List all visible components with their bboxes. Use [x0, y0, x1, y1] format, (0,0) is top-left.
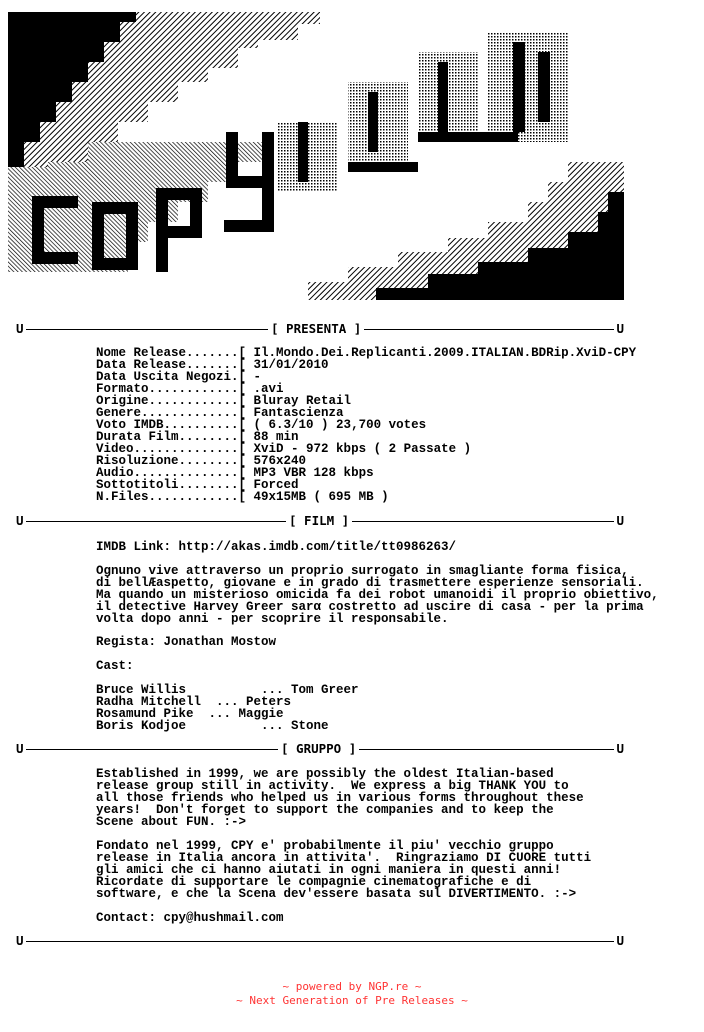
release-info-value: ( 6.3/10 ) 23,700 votes [253, 418, 427, 432]
cast-list: Bruce Willis ... Tom Greer Radha Mitchell ... Peters Rosamund Pike ... Maggie Boris Kodjoe ... Stone [96, 683, 359, 733]
cpy-ascii-logo [8, 12, 624, 300]
release-info-label: Audio..............[ [96, 466, 247, 480]
director: Regista: Jonathan Mostow [96, 635, 277, 649]
release-info-value: XviD - 972 kbps ( 2 Passate ) [253, 442, 472, 456]
release-info-label: Formato............[ [96, 382, 247, 396]
group-info-english: Established in 1999, we are possibly the oldest Italian-based release group still in activity. We express a big THANK YOU to all those friends who helped us in various forms throughout these years! Don't forget to support the companies and to keep the Scene about FUN. :-> [96, 767, 584, 829]
imdb-link[interactable]: IMDB Link: http://akas.imdb.com/title/tt0986263/ [96, 540, 457, 554]
rule-cap-left: U [16, 933, 24, 948]
release-info-value: - [253, 370, 262, 384]
release-info-value: Fantascienza [253, 406, 344, 420]
release-info-value: Forced [253, 478, 299, 492]
release-info-value: Bluray Retail [253, 394, 352, 408]
release-info-value: Il.Mondo.Dei.Replicanti.2009.ITALIAN.BDRip.XviD-CPY [253, 346, 637, 360]
section-title-gruppo: [ GRUPPO ] [278, 743, 359, 755]
release-info-value: 49x15MB ( 695 MB ) [253, 490, 389, 504]
release-info-value: .avi [253, 382, 284, 396]
footer-tagline: ~ Next Generation of Pre Releases ~ [236, 994, 468, 1007]
footer-powered-by[interactable]: ~ powered by NGP.re ~ [282, 980, 422, 993]
release-info-label: Data Uscita Negozi.[ [96, 370, 247, 384]
release-info-label: N.Files............[ [96, 490, 247, 504]
release-info-label: Genere.............[ [96, 406, 247, 420]
release-info-label: Risoluzione........[ [96, 454, 247, 468]
release-info-row [96, 491, 389, 503]
section-title-film: [ FILM ] [286, 515, 352, 527]
section-rule-film [16, 515, 624, 527]
rule-cap-right: U [616, 933, 624, 948]
release-info-label: Sottotitoli........[ [96, 478, 247, 492]
release-info-value: 88 min [253, 430, 299, 444]
rule-cap-left: U [16, 513, 24, 528]
release-info-value: 31/01/2010 [253, 358, 329, 372]
cast-title: Cast: [96, 659, 134, 673]
rule-cap-right: U [616, 741, 624, 756]
rule-cap-left: U [16, 741, 24, 756]
section-title-presenta: [ PRESENTA ] [268, 323, 364, 335]
release-info-label: Video..............[ [96, 442, 247, 456]
section-rule-end [16, 935, 624, 947]
release-info-value: MP3 VBR 128 kbps [253, 466, 374, 480]
group-info-italian: Fondato nel 1999, CPY e' probabilmente il piu' vecchio gruppo release in Italia ancora in attivita'. Ringraziamo DI CUORE tutti gli amici che ci hanno aiutati in ogni maniera in questi anni! Ricordate di supportare le compagnie cinematografiche e di software, e che la Scena dev'essere basata sul DIVERTIMENTO. :-> [96, 839, 592, 901]
rule-cap-right: U [616, 513, 624, 528]
release-info-label: Nome Release.......[ [96, 346, 247, 360]
section-rule-gruppo [16, 743, 624, 755]
section-rule-presenta [16, 323, 624, 335]
release-info-value: 576x240 [253, 454, 307, 468]
release-info-label: Voto IMDB..........[ [96, 418, 247, 432]
release-info-label: Data Release.......[ [96, 358, 247, 372]
release-info-label: Durata Film........[ [96, 430, 247, 444]
release-info-label: Origine............[ [96, 394, 247, 408]
contact-email[interactable]: Contact: cpy@hushmail.com [96, 911, 284, 925]
rule-cap-left: U [16, 321, 24, 336]
plot-text: Ognuno vive attraverso un proprio surrogato in smagliante forma fisica, di bellÆaspetto, giovane e in grado di trasmettere esperienze sensoriali. Ma quando un misterioso omicida fa dei robot umanoidi il proprio obiettivo, il detective Harvey Greer sarα costretto ad uscire di casa - per la prima volta dopo anni - per scoprire il responsabile. [96, 564, 659, 626]
rule-cap-right: U [616, 321, 624, 336]
